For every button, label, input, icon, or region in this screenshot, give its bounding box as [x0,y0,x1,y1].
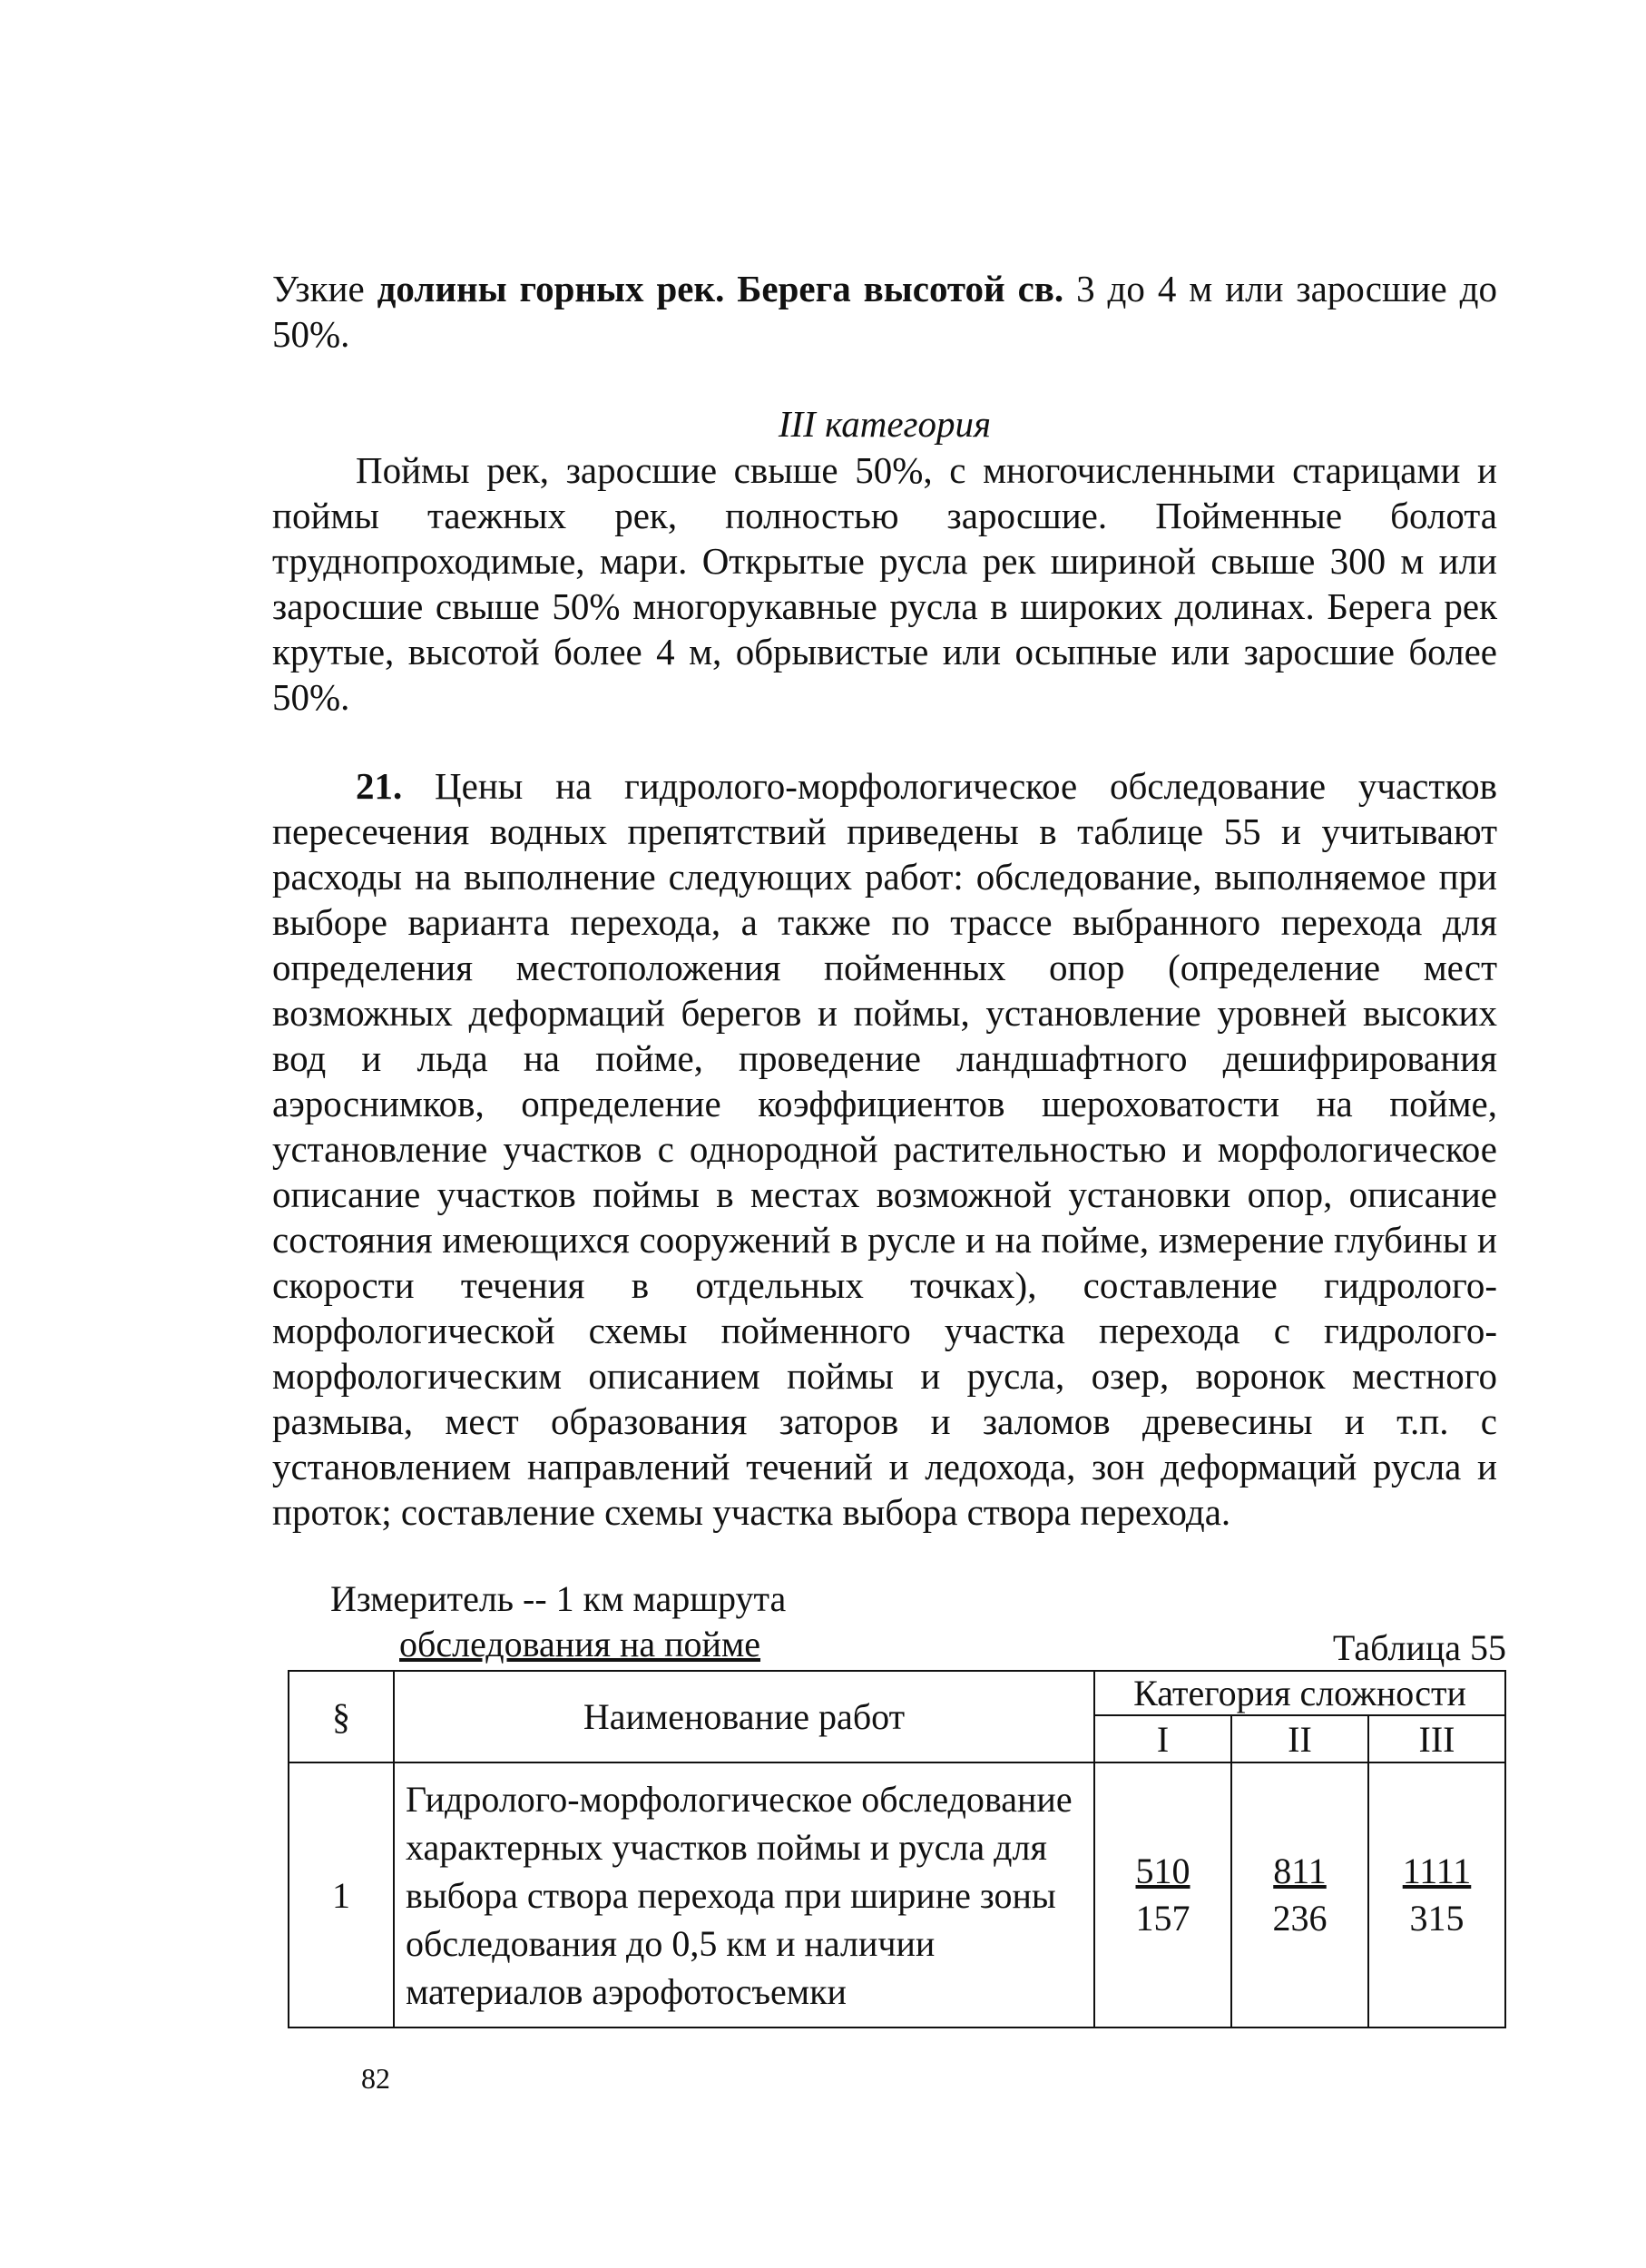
meter-line-1: Измеритель -- 1 км маршрута [330,1578,787,1619]
paragraph-narrow-valleys [272,266,1497,357]
header-cat-3: III [1368,1715,1505,1762]
value-denominator: 315 [1409,1898,1465,1939]
header-work-name: Наименование работ [394,1671,1094,1762]
paragraph-number: 21. [356,765,403,807]
category-heading: III категория [778,403,992,445]
meter-line-2: обследования на пойме [399,1624,761,1664]
value-numerator: 811 [1273,1851,1327,1891]
row-value-cat-2 [1231,1762,1368,2027]
row-value-cat-1 [1094,1762,1231,2027]
table-caption: Таблица 55 [1332,1627,1506,1668]
prices-table [288,1670,1506,2028]
value-denominator: 236 [1272,1898,1328,1939]
page-number: 82 [361,2062,390,2095]
row-section: 1 [289,1762,394,2027]
paragraph-21 [272,763,1497,1535]
table-row [289,1762,1505,2027]
header-cat-2: II [1231,1715,1368,1762]
value-denominator: 157 [1135,1898,1190,1939]
value-numerator: 510 [1135,1851,1190,1891]
header-section: § [289,1671,394,1762]
row-work-name: Гидролого-морфологическое обследование характерных участков поймы и русла для выбора створа перехода при ширине зоны обследования до 0,5 км и наличии материалов аэрофотосъемки [394,1762,1094,2027]
value-numerator: 1111 [1402,1851,1472,1891]
row-value-cat-3 [1368,1762,1505,2027]
paragraph-21-text: Цены на гидролого-морфологическое обследование участков пересечения водных препятствий приведены в таблице 55 и учитывают расходы на выполнение следующих работ: обследование, выполняемое при выборе варианта перехода, а также по трассе выбранного перехода для определения местоположения пойменных опор (определение мест возможных деформаций берегов и поймы, установление уровней высоких вод и льда на пойме, проведение ландшафтного дешифрирования аэроснимков, определение коэффициентов шероховатости на пойме, установление участков с однородной растительностью и морфологическое описание участков поймы в местах возможной установки опор, описание состояния имеющихся сооружений в русле и на пойме, измерение глубины и скорости течения в отдельных точках), составление гидролого-морфологической схемы пойменного участка перехода с гидролого-морфологическим описанием поймы и русла, озер, воронок местного размыва, мест образования заторов и заломов древесины и т.п. с установлением направлений течений и ледохода, зон деформаций русла и проток; составление схемы участка выбора створа перехода. [272,765,1497,1533]
header-category: Категория сложности [1094,1671,1505,1715]
paragraph-lead: Узкие [272,268,365,309]
paragraph-rest: 3 до 4 м или заросшие до 50%. [272,268,1498,355]
paragraph-bold-text: долины горных рек. Берега высотой св. [377,268,1064,309]
header-cat-1: I [1094,1715,1231,1762]
paragraph-category-3: Поймы рек, заросшие свыше 50%, с многочисленными старицами и поймы таежных рек, полностью заросшие. Пойменные болота труднопроходимые, мари. Открытые русла рек шириной свыше 300 м или заросшие свыше 50% многорукавные русла в широких долинах. Берега рек крутые, высотой более 4 м, обрывистые или осыпные или заросшие более 50%. [272,449,1497,718]
